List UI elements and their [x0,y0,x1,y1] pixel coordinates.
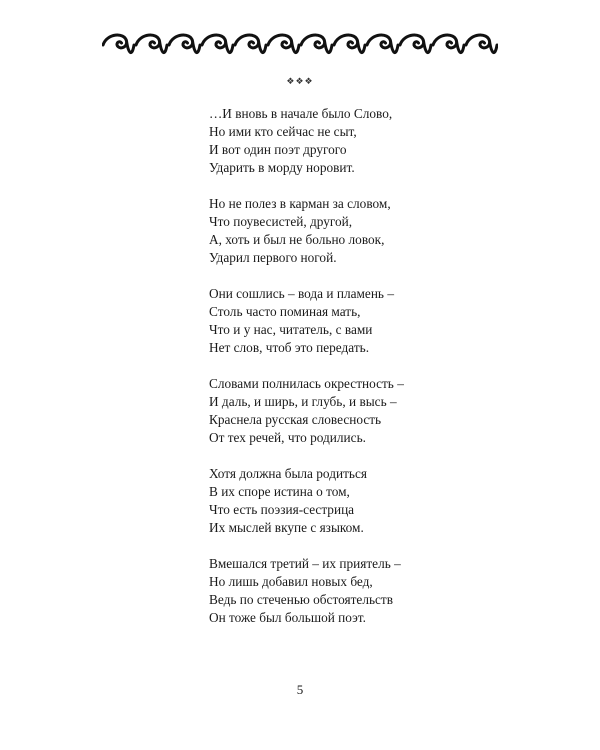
scroll-curl [202,35,233,53]
page-number: 5 [296,682,304,697]
scroll-curl [136,35,167,53]
poem-line: …И вновь в начале было Слово, [209,106,393,121]
stanza [209,465,569,537]
poem-line: И вот один поэт другого [209,142,347,157]
poem-line: Краснела русская словесность [209,412,382,427]
scroll-curl [433,35,464,53]
scroll-curl [235,35,266,53]
poem-line: Ударить в морду норовит. [209,160,355,175]
poem-line: Что поувесистей, другой, [209,214,353,229]
poem-line: От тех речей, что родились. [209,430,366,445]
poem-line: Словами полнилась окрестность – [209,376,404,391]
scroll-curl [334,35,365,53]
scroll-curl [367,35,398,53]
poem-line: И даль, и ширь, и глубь, и высь – [209,394,397,409]
scroll-ornament [102,28,498,62]
poem-line: Столь часто поминая мать, [209,304,361,319]
poem-line: В их споре истина о том, [209,484,350,499]
poem-line: Хотя должна была родиться [209,466,367,481]
poem-line: Вмешался третий – их приятель – [209,556,401,571]
poem [209,105,569,645]
scroll-curl [466,35,497,53]
poem-line: Они сошлись – вода и пламень – [209,286,394,301]
poem-line: Их мыслей вкупе с языком. [209,520,364,535]
poem-line: А, хоть и был не больно ловок, [209,232,385,247]
poem-line: Ударил первого ногой. [209,250,337,265]
poem-line: Но ими кто сейчас не сыт, [209,124,357,139]
stanza [209,105,569,177]
stanza [209,375,569,447]
stanza [209,195,569,267]
scroll-curl [400,35,431,53]
stanza [209,285,569,357]
section-separator: ❖❖❖ [286,77,314,87]
scroll-curl [103,35,134,53]
poem-line: Что есть поэзия-сестрица [209,502,355,517]
poem-line: Нет слов, чтоб это передать. [209,340,370,355]
scroll-curl [301,35,332,53]
scroll-curl [169,35,200,53]
poem-line: Но лишь добавил новых бед, [209,574,373,589]
poem-line: Что и у нас, читатель, с вами [209,322,373,337]
poem-line: Он тоже был большой поэт. [209,610,366,625]
scroll-curl [268,35,299,53]
poem-line: Но не полез в карман за словом, [209,196,391,211]
poem-line: Ведь по стеченью обстоятельств [209,592,394,607]
stanza [209,555,569,627]
